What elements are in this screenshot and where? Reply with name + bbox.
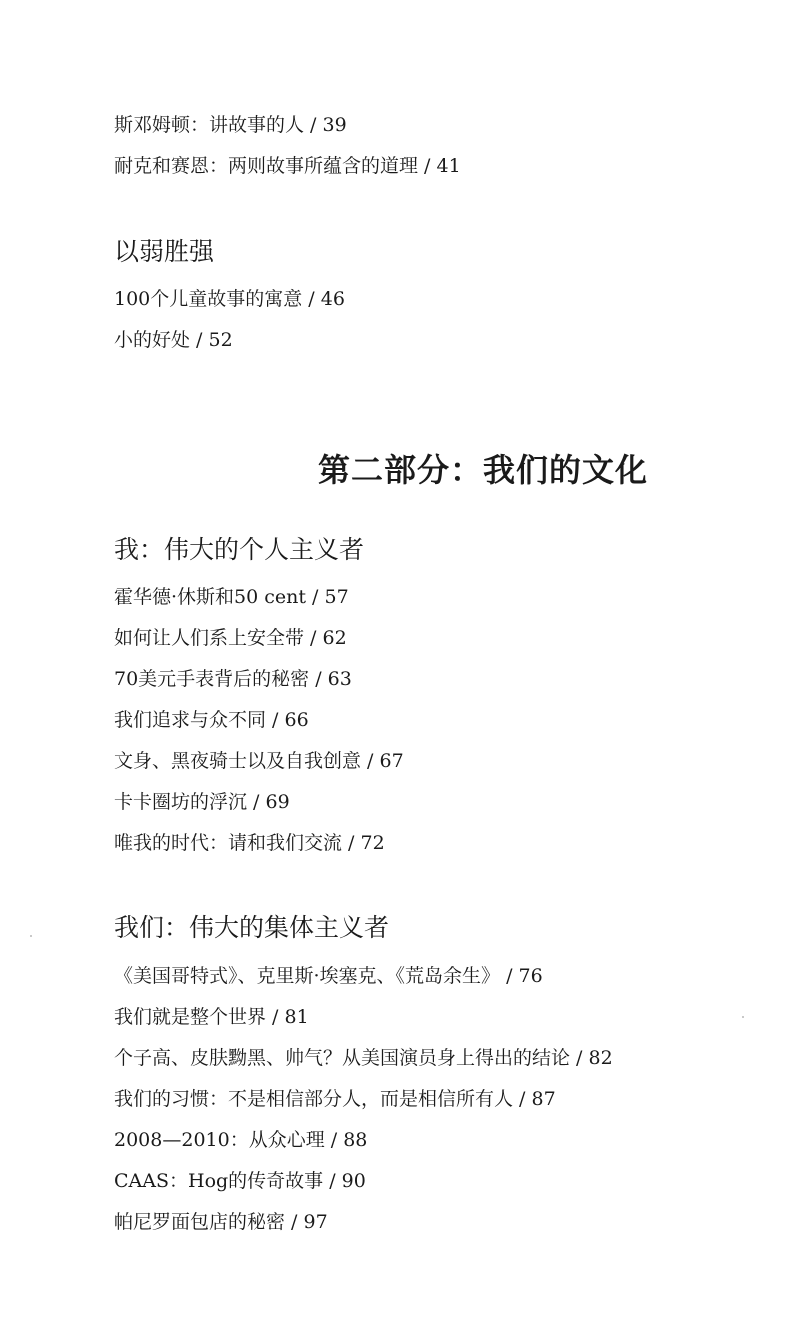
toc-entry: 我们追求与众不同 / 66 xyxy=(114,709,309,731)
toc-entry: 我们的习惯：不是相信部分人，而是相信所有人 / 87 xyxy=(114,1088,556,1110)
toc-entry: 文身、黑夜骑士以及自我创意 / 67 xyxy=(114,750,404,772)
section-heading-individualist: 我：伟大的个人主义者 xyxy=(114,535,365,564)
toc-entry: 耐克和赛恩：两则故事所蕴含的道理 / 41 xyxy=(114,155,461,177)
toc-entry: 100个儿童故事的寓意 / 46 xyxy=(114,288,345,310)
toc-entry: 《美国哥特式》、克里斯·埃塞克、《荒岛余生》 / 76 xyxy=(114,965,543,987)
scan-speck xyxy=(742,1016,744,1018)
toc-entry: 唯我的时代：请和我们交流 / 72 xyxy=(114,832,385,854)
toc-entry: 斯邓姆顿：讲故事的人 / 39 xyxy=(114,114,347,136)
toc-entry: 如何让人们系上安全带 / 62 xyxy=(114,627,347,649)
toc-entry: 我们就是整个世界 / 81 xyxy=(114,1006,309,1028)
toc-entry: 霍华德·休斯和50 cent / 57 xyxy=(114,586,349,608)
section-heading-underdog: 以弱胜强 xyxy=(114,237,215,266)
toc-entry: CAAS：Hog的传奇故事 / 90 xyxy=(114,1170,366,1192)
toc-entry: 个子高、皮肤黝黑、帅气？从美国演员身上得出的结论 / 82 xyxy=(114,1047,613,1069)
toc-entry: 小的好处 / 52 xyxy=(114,329,233,351)
toc-entry: 卡卡圈坊的浮沉 / 69 xyxy=(114,791,290,813)
toc-entry: 70美元手表背后的秘密 / 63 xyxy=(114,668,352,690)
toc-entry: 2008—2010：从众心理 / 88 xyxy=(114,1129,368,1151)
scan-speck xyxy=(30,935,32,937)
toc-entry: 帕尼罗面包店的秘密 / 97 xyxy=(114,1211,328,1233)
section-heading-collectivist: 我们：伟大的集体主义者 xyxy=(114,913,390,942)
part-title: 第二部分：我们的文化 xyxy=(317,451,648,489)
